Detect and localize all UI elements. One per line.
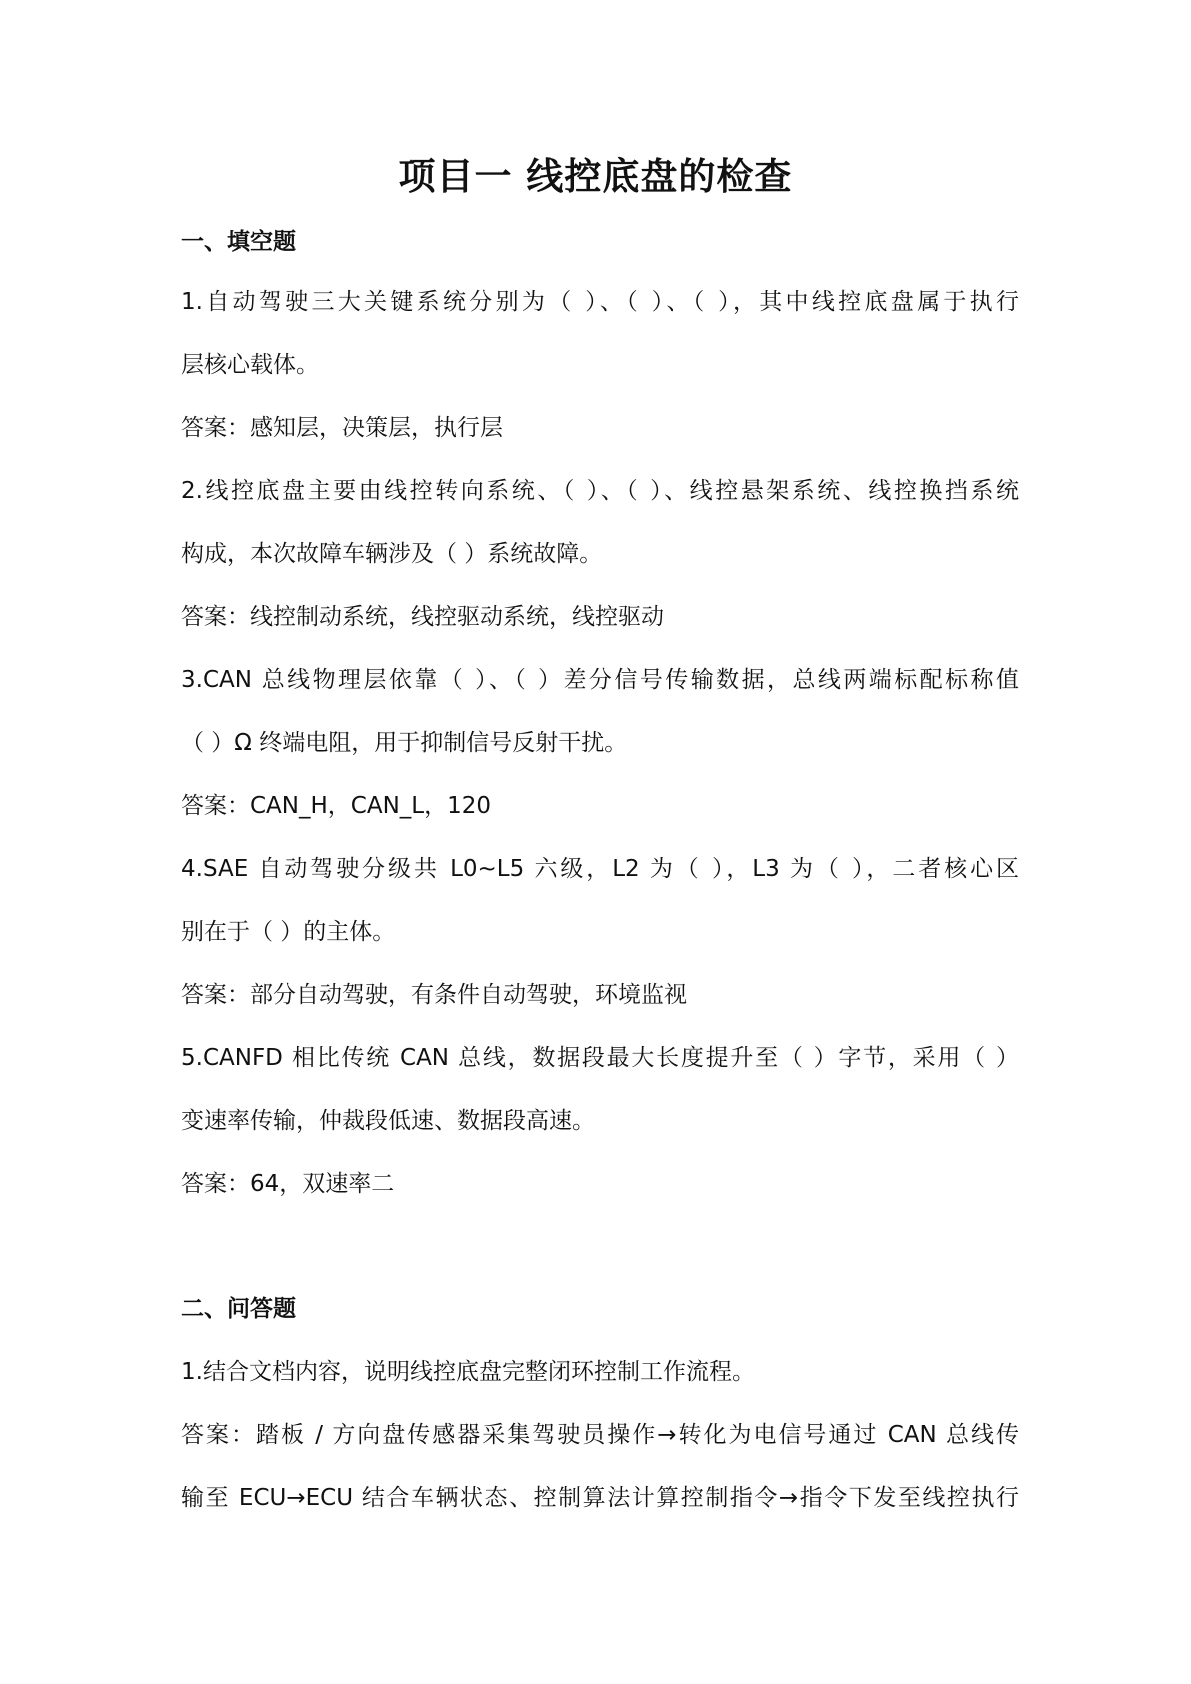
question-5-line-1: 5.CANFD 相比传统 CAN 总线，数据段最大长度提升至（ ）字节，采用（ ） <box>181 1045 1019 1071</box>
page-title: 项目一 线控底盘的检查 <box>398 155 793 198</box>
answer-3: 答案：CAN_H，CAN_L，120 <box>181 793 492 819</box>
qa-answer-1-line-2: 输至 ECU→ECU 结合车辆状态、控制算法计算控制指令→指令下发至线控执行 <box>181 1485 1019 1511</box>
qa-answer-1-line-1: 答案：踏板 / 方向盘传感器采集驾驶员操作→转化为电信号通过 CAN 总线传 <box>181 1422 1019 1448</box>
answer-4: 答案：部分自动驾驶，有条件自动驾驶，环境监视 <box>181 982 687 1008</box>
question-2-line-2: 构成，本次故障车辆涉及（ ）系统故障。 <box>181 541 603 567</box>
question-2-line-1: 2.线控底盘主要由线控转向系统、（ ）、（ ）、线控悬架系统、线控换挡系统 <box>181 478 1019 504</box>
answer-1: 答案：感知层，决策层，执行层 <box>181 415 503 441</box>
question-1-line-2: 层核心载体。 <box>181 352 319 378</box>
question-3-line-2: （ ）Ω 终端电阻，用于抑制信号反射干扰。 <box>181 730 628 756</box>
qa-question-1: 1.结合文档内容，说明线控底盘完整闭环控制工作流程。 <box>181 1359 755 1385</box>
section-heading-fill-blank: 一、填空题 <box>181 229 296 255</box>
section-heading-qa: 二、问答题 <box>181 1296 296 1322</box>
question-5-line-2: 变速率传输，仲裁段低速、数据段高速。 <box>181 1108 595 1134</box>
question-3-line-1: 3.CAN 总线物理层依靠（ ）、（ ）差分信号传输数据，总线两端标配标称值 <box>181 667 1019 693</box>
question-4-line-2: 别在于（ ）的主体。 <box>181 919 396 945</box>
answer-5: 答案：64，双速率二 <box>181 1171 395 1197</box>
answer-2: 答案：线控制动系统，线控驱动系统，线控驱动 <box>181 604 664 630</box>
question-4-line-1: 4.SAE 自动驾驶分级共 L0~L5 六级，L2 为（ ），L3 为（ ），二者核心区 <box>181 856 1019 882</box>
question-1-line-1: 1.自动驾驶三大关键系统分别为（ ）、（ ）、（ ），其中线控底盘属于执行 <box>181 289 1019 315</box>
